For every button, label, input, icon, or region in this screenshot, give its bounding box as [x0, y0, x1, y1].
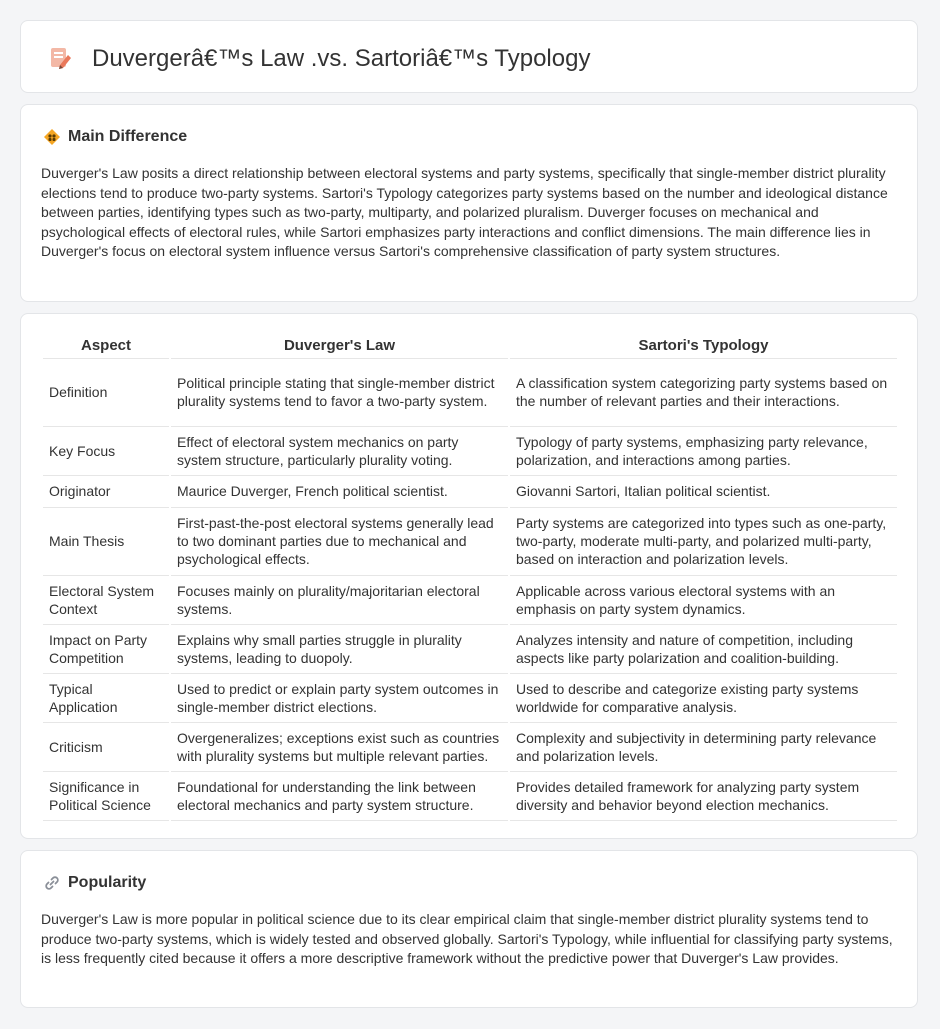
aspect-cell: Impact on Party Competition — [43, 625, 169, 674]
duverger-cell: Effect of electoral system mechanics on party system structure, particularly plurality voting. — [171, 427, 508, 476]
popularity-text: Duverger's Law is more popular in political science due to its clear empirical claim that single-member district plurality systems tend to produce two-party systems, which is widely tested and observed globally. Sartori's Typology, while influential for classifying party systems, is less frequently cited because it offers a more descriptive framework without the predictive power that Duverger's Law provides. — [41, 911, 893, 967]
table-row — [43, 723, 897, 772]
header-duverger: Duverger's Law — [171, 334, 508, 359]
table-row — [43, 772, 897, 821]
sartori-cell: Analyzes intensity and nature of competition, including aspects like party polarization and coalition-building. — [510, 625, 897, 674]
sartori-cell: Giovanni Sartori, Italian political scientist. — [510, 476, 897, 508]
document-edit-icon — [47, 45, 73, 71]
main-difference-title: Main Difference — [68, 128, 188, 145]
link-icon — [43, 874, 61, 892]
table-row — [43, 674, 897, 723]
duverger-cell: Used to predict or explain party system outcomes in single-member district elections. — [171, 674, 508, 723]
popularity-header — [43, 871, 146, 895]
header-sartori: Sartori's Typology — [510, 334, 897, 359]
aspect-cell: Typical Application — [43, 674, 169, 723]
popularity-section — [20, 850, 918, 1008]
sartori-cell: Applicable across various electoral systems with an emphasis on party system dynamics. — [510, 576, 897, 625]
table-row — [43, 625, 897, 674]
diamond-people-icon — [43, 128, 61, 146]
header-aspect: Aspect — [43, 334, 169, 359]
duverger-cell: Foundational for understanding the link between electoral mechanics and party system structure. — [171, 772, 508, 821]
sartori-cell: A classification system categorizing party systems based on the number of relevant parties and their interactions. — [510, 359, 897, 427]
sartori-cell: Typology of party systems, emphasizing party relevance, polarization, and interactions among parties. — [510, 427, 897, 476]
main-difference-section — [20, 104, 918, 302]
main-difference-text: Duverger's Law posits a direct relationship between electoral systems and party systems, specifically that single-member district plurality elections tend to produce two-party systems. Sartori's Typology categorizes party systems based on the number and ideological distance between parties, identifying types such as two-party, multiparty, and polarized pluralism. Duverger focuses on mechanical and psychological effects of electoral rules, while Sartori emphasizes party interactions and conflict dimensions. The main difference lies in Duverger's focus on electoral system influence versus Sartori's comprehensive classification of party system structures. — [41, 165, 888, 260]
table-row — [43, 576, 897, 625]
duverger-cell: Explains why small parties struggle in plurality systems, leading to duopoly. — [171, 625, 508, 674]
sartori-cell: Used to describe and categorize existing party systems worldwide for comparative analysis. — [510, 674, 897, 723]
table-row — [43, 508, 897, 576]
aspect-cell: Main Thesis — [43, 508, 169, 576]
duverger-cell: Overgeneralizes; exceptions exist such as countries with plurality systems but multiple relevant parties. — [171, 723, 508, 772]
duverger-cell: First-past-the-post electoral systems generally lead to two dominant parties due to mechanical and psychological effects. — [171, 508, 508, 576]
aspect-cell: Electoral System Context — [43, 576, 169, 625]
title-card — [20, 20, 918, 93]
sartori-cell: Party systems are categorized into types such as one-party, two-party, moderate multi-party, and polarized multi-party, based on interaction and polarization levels. — [510, 508, 897, 576]
comparison-table-card — [20, 313, 918, 839]
duverger-cell: Maurice Duverger, French political scientist. — [171, 476, 508, 508]
main-difference-header — [43, 125, 187, 149]
duverger-cell: Political principle stating that single-member district plurality systems tend to favor a two-party system. — [171, 359, 508, 427]
table-row — [43, 359, 897, 427]
page-title: Duvergerâ€™s Law .vs. Sartoriâ€™s Typology — [92, 45, 591, 72]
sartori-cell: Provides detailed framework for analyzing party system diversity and behavior beyond election mechanics. — [510, 772, 897, 821]
aspect-cell: Significance in Political Science — [43, 772, 169, 821]
aspect-cell: Originator — [43, 476, 169, 508]
aspect-cell: Definition — [43, 359, 169, 427]
duverger-cell: Focuses mainly on plurality/majoritarian electoral systems. — [171, 576, 508, 625]
aspect-cell: Key Focus — [43, 427, 169, 476]
table-row — [43, 427, 897, 476]
popularity-title: Popularity — [68, 874, 147, 891]
comparison-table — [41, 334, 899, 821]
table-row — [43, 476, 897, 508]
sartori-cell: Complexity and subjectivity in determining party relevance and polarization levels. — [510, 723, 897, 772]
aspect-cell: Criticism — [43, 723, 169, 772]
table-header-row — [43, 334, 897, 359]
